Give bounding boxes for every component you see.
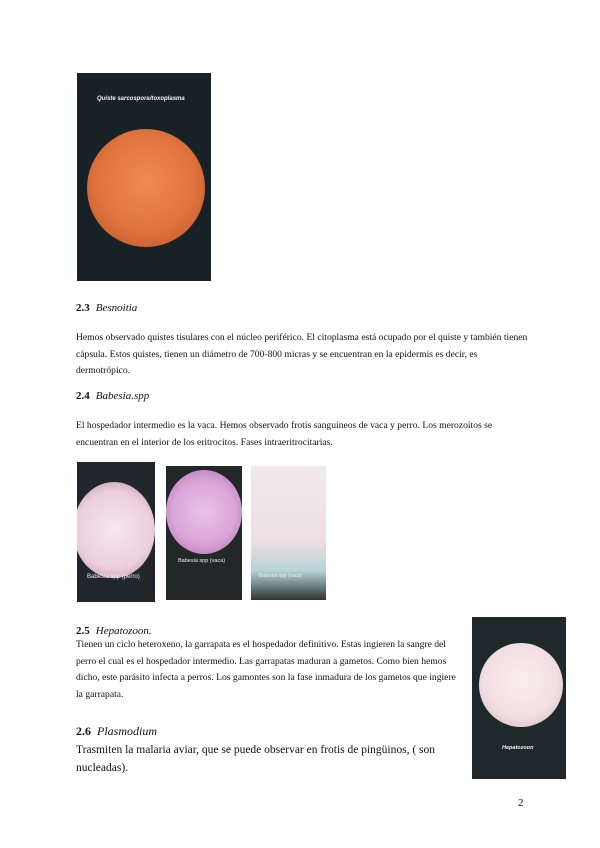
babesia-photo-1-caption: Babesia spp (perro) xyxy=(87,574,140,580)
babesia-micrograph-2 xyxy=(166,466,242,600)
microscope-field xyxy=(251,466,326,600)
section-heading-plasmodium: 2.6 Plasmodium xyxy=(76,724,157,738)
babesia-photo-2-caption: Babesia spp (vaca) xyxy=(178,558,226,564)
babesia-photo-3-caption: Babesia spp (vaca) xyxy=(259,573,302,579)
section-heading-babesia: 2.4 Babesia.spp xyxy=(76,390,150,402)
besnoitia-photo-caption: Quiste sarcospora/toxoplasma xyxy=(97,96,185,102)
microscope-field xyxy=(479,643,563,727)
besnoitia-paragraph: Hemos observado quistes tisulares con el núcleo periférico. El citoplasma está ocupado por el quiste y también tienen cápsula. Estos quistes, tienen un diámetro de 700-800 micras y se encuentran en la epidermis es decir, es dermotrópico. xyxy=(76,332,528,376)
hepatozoon-photo-caption: Hepatozoon xyxy=(502,745,534,751)
babesia-micrograph-1 xyxy=(77,462,155,602)
microscope-field xyxy=(77,482,155,578)
microscope-field xyxy=(87,129,205,247)
babesia-micrograph-3 xyxy=(251,466,326,600)
hepatozoon-micrograph xyxy=(472,617,566,779)
section-heading-hepatozoon: 2.5 Hepatozoon. xyxy=(76,625,152,637)
hepatozoon-paragraph: Tienen un ciclo heteroxeno, la garrapata es el hospedador definitivo. Estas ingieren la sangre del perro el cual es el hospedador intermedio. Las garrapatas maduran a gametos. Como bien hemos dicho, este parásito infecta a perros. Los gamontes son la fase inmadura de los gametos que ingiere la garrapata. xyxy=(76,639,456,700)
plasmodium-paragraph: Trasmiten la malaria aviar, que se puede observar en frotis de pingüinos, ( son nucleadas). xyxy=(76,744,436,774)
microscope-field xyxy=(166,470,242,554)
besnoitia-micrograph xyxy=(77,73,211,281)
section-heading-besnoitia: 2.3 Besnoitia xyxy=(76,302,138,314)
babesia-paragraph: El hospedador intermedio es la vaca. Hemos observado frotis sanguíneos de vaca y perro. Los merozoítos se encuentran en el interior de los eritrocitos. Fases intraeritrocitarias. xyxy=(76,420,493,448)
page-number: 2 xyxy=(518,797,524,809)
